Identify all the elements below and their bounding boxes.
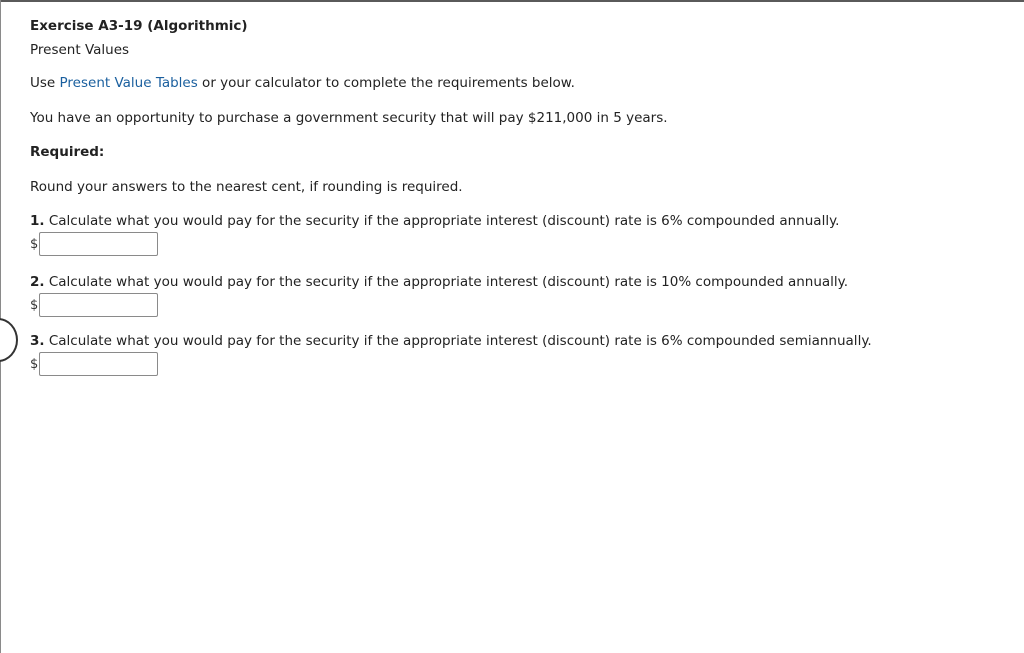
exercise-title: Exercise A3-19 (Algorithmic) (30, 18, 248, 34)
question-3-text: Calculate what you would pay for the security if the appropriate interest (discount) rate is 6% compounded semiannually. (48, 333, 872, 349)
instructions-suffix: or your calculator to complete the requirements below. (197, 75, 575, 91)
answer-input-1[interactable] (39, 232, 158, 256)
top-border (0, 0, 1024, 2)
currency-symbol-1: $ (30, 236, 39, 252)
question-3 (30, 332, 872, 350)
question-1-number: 1. (30, 213, 45, 229)
exercise-content (30, 17, 1000, 372)
answer-input-2[interactable] (39, 293, 158, 317)
instructions-prefix: Use (30, 75, 60, 91)
exercise-subtitle: Present Values (30, 42, 130, 58)
side-panel-handle[interactable] (0, 318, 18, 362)
currency-symbol-3: $ (30, 356, 39, 372)
currency-symbol-2: $ (30, 297, 39, 313)
question-1 (30, 212, 839, 230)
answer-row-1 (30, 232, 158, 256)
question-3-number: 3. (30, 333, 45, 349)
present-value-tables-link[interactable]: Present Value Tables (59, 75, 198, 91)
answer-row-3 (30, 352, 158, 376)
required-label: Required: (30, 144, 105, 160)
question-2-number: 2. (30, 274, 45, 290)
answer-row-2 (30, 293, 158, 317)
question-1-text: Calculate what you would pay for the security if the appropriate interest (discount) rate is 6% compounded annually. (48, 213, 840, 229)
scenario-text: You have an opportunity to purchase a government security that will pay $211,000 in 5 years. (30, 110, 668, 126)
rounding-note: Round your answers to the nearest cent, if rounding is required. (30, 179, 463, 195)
question-2-text: Calculate what you would pay for the security if the appropriate interest (discount) rate is 10% compounded annually. (48, 274, 849, 290)
question-2 (30, 273, 848, 291)
instructions (30, 74, 575, 92)
answer-input-3[interactable] (39, 352, 158, 376)
